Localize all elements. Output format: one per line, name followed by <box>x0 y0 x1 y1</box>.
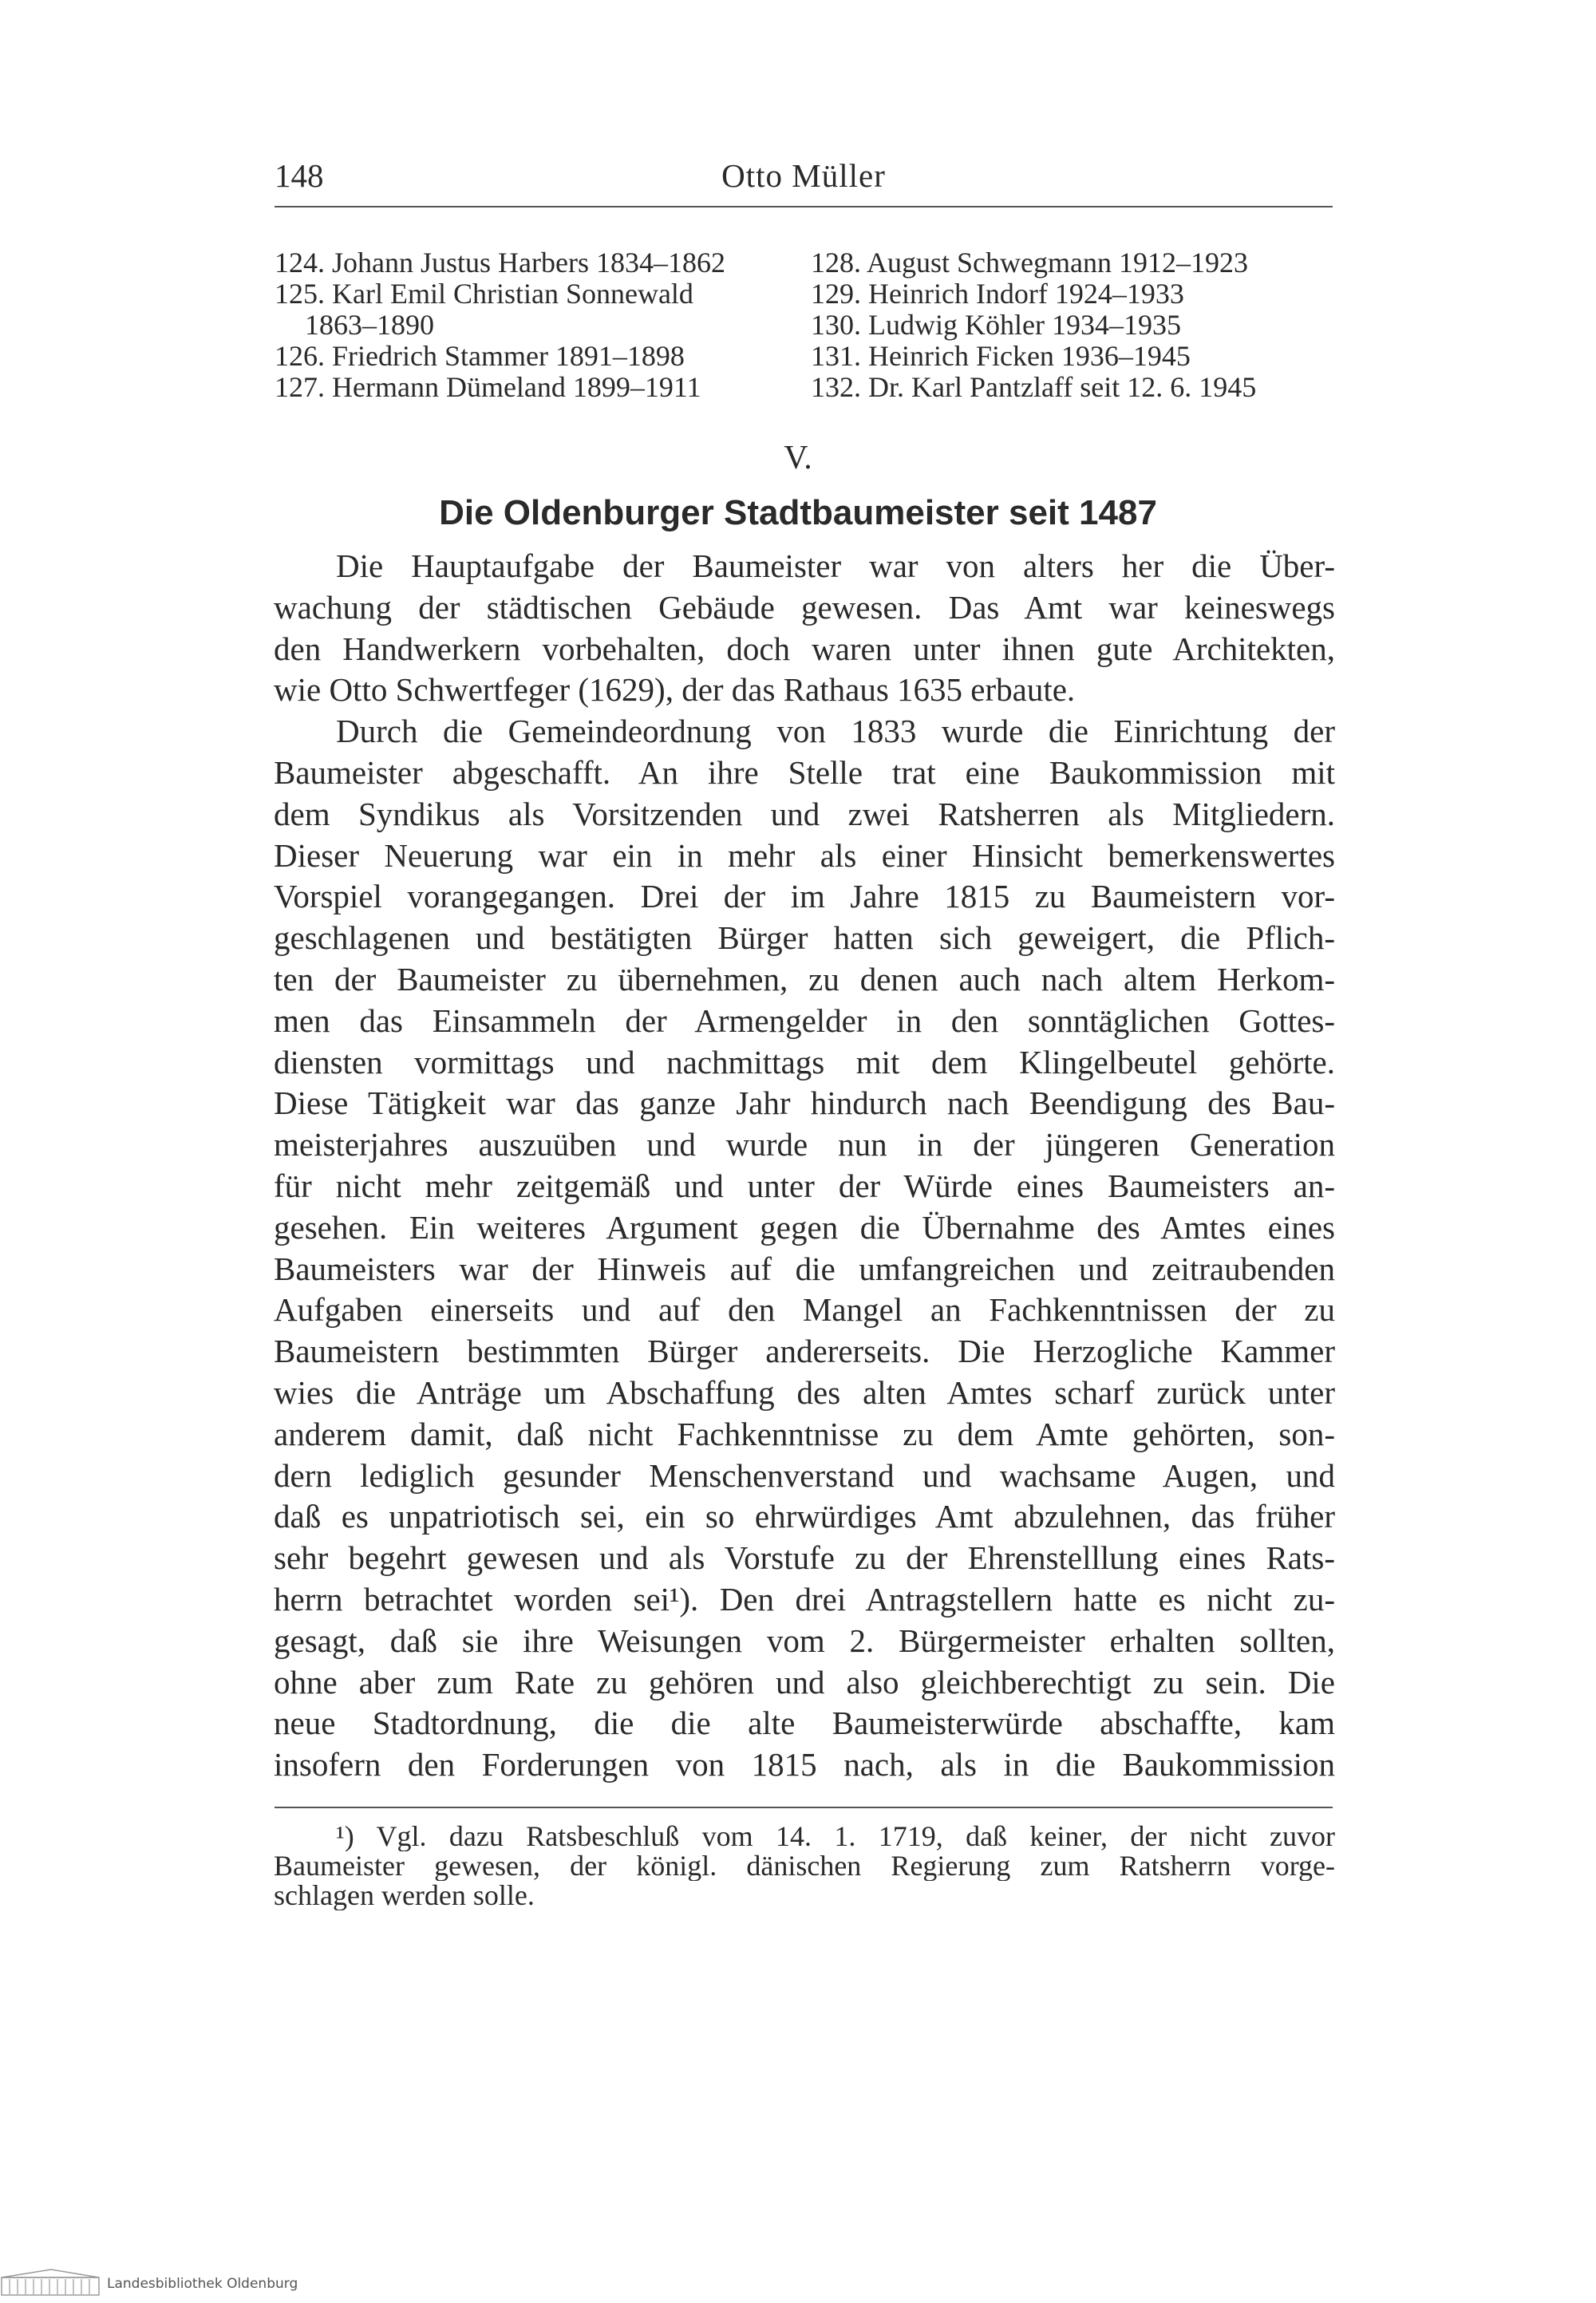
text-line: Aufgaben einerseits und auf den Mangel an Fachkenntnissen der zu <box>274 1291 1335 1329</box>
section-numeral: V. <box>784 440 812 476</box>
text-line: wie Otto Schwertfeger (1629), der das Rathaus 1635 erbaute. <box>274 671 1076 709</box>
text-line: wachung der städtischen Gebäude gewesen. Das Amt war keineswegs <box>274 588 1335 626</box>
text-line: sehr begehrt gewesen und als Vorstufe zu der Ehrenstelllung eines Rats- <box>274 1539 1335 1577</box>
footnote-line: schlagen werden solle. <box>274 1881 535 1910</box>
text-line: für nicht mehr zeitgemäß und unter der Würde eines Baumeisters an- <box>274 1167 1335 1204</box>
text-line: Baumeistern bestimmten Bürger andererseits. Die Herzogliche Kammer <box>274 1333 1335 1370</box>
text-line: ten der Baumeister zu übernehmen, zu denen auch nach altem Herkom- <box>274 960 1335 997</box>
text-line: diensten vormittags und nachmittags mit dem Klingelbeutel gehörte. <box>274 1043 1335 1080</box>
section-heading: Die Oldenburger Stadtbaumeister seit 1487 <box>439 493 1157 532</box>
text-line: neue Stadtordnung, die die alte Baumeisterwürde abschaffte, kam <box>274 1705 1335 1742</box>
text-line: Die Hauptaufgabe der Baumeister war von alters her die Über- <box>336 547 1335 584</box>
text-line: meisterjahres auszuüben und wurde nun in der jüngeren Generation <box>274 1126 1335 1163</box>
text-line: Baumeister abgeschafft. An ihre Stelle trat eine Baukommission mit <box>274 753 1335 791</box>
footnote-line: ¹) Vgl. dazu Ratsbeschluß vom 14. 1. 1719, daß keiner, der nicht zuvor <box>336 1822 1335 1851</box>
list-entry: 126. Friedrich Stammer 1891–1898 <box>275 340 685 372</box>
list-entry: 124. Johann Justus Harbers 1834–1862 <box>275 247 725 278</box>
text-line: wies die Anträge um Abschaffung des alten Amtes scharf zurück unter <box>274 1373 1335 1411</box>
text-line: dem Syndikus als Vorsitzenden und zwei Ratsherren als Mitgliedern. <box>274 795 1335 832</box>
text-line: Durch die Gemeindeordnung von 1833 wurde die Einrichtung der <box>336 713 1335 750</box>
text-line: gesagt, daß sie ihre Weisungen vom 2. Bürgermeister erhalten sollten, <box>274 1622 1335 1659</box>
list-column-left <box>275 247 801 403</box>
list-entry: 131. Heinrich Ficken 1936–1945 <box>811 340 1191 372</box>
text-line: men das Einsammeln der Armengelder in den sonntäglichen Gottes- <box>274 1001 1335 1039</box>
list-column-right <box>811 247 1337 403</box>
list-entry: 125. Karl Emil Christian Sonnewald <box>275 278 693 310</box>
text-line: gesehen. Ein weiteres Argument gegen die Übernahme des Amtes eines <box>274 1208 1335 1246</box>
footnote-rule <box>275 1807 1333 1808</box>
text-line: insofern den Forderungen von 1815 nach, als in die Baukommission <box>274 1746 1335 1784</box>
text-line: geschlagenen und bestätigten Bürger hatten sich geweigert, die Pflich- <box>274 919 1335 957</box>
list-entry: 129. Heinrich Indorf 1924–1933 <box>811 278 1184 310</box>
page-header <box>275 156 1333 198</box>
body-text <box>274 546 1335 1786</box>
list-entry: 127. Hermann Dümeland 1899–1911 <box>275 371 701 403</box>
text-line: anderem damit, daß nicht Fachkenntnisse zu dem Amte gehörten, son- <box>274 1415 1335 1452</box>
text-line: herrn betrachtet worden sei¹). Den drei Antragstellern hatte es nicht zu- <box>274 1580 1335 1618</box>
page-number: 148 <box>275 157 324 194</box>
text-line: ohne aber zum Rate zu gehören und also gleichberechtigt zu sein. Die <box>274 1663 1335 1701</box>
list-entry: 1863–1890 <box>305 309 434 341</box>
text-line: Baumeisters war der Hinweis auf die umfangreichen und zeitraubenden <box>274 1250 1335 1287</box>
library-credit: Landesbibliothek Oldenburg <box>107 2276 298 2292</box>
list-entry: 132. Dr. Karl Pantzlaff seit 12. 6. 1945 <box>811 371 1257 403</box>
text-line: Dieser Neuerung war ein in mehr als einer Hinsicht bemerkenswertes <box>274 836 1335 874</box>
running-title: Otto Müller <box>721 157 886 194</box>
text-line: den Handwerkern vorbehalten, doch waren unter ihnen gute Architekten, <box>274 630 1335 667</box>
text-line: Diese Tätigkeit war das ganze Jahr hindurch nach Beendigung des Bau- <box>274 1084 1335 1122</box>
list-entry: 130. Ludwig Köhler 1934–1935 <box>811 309 1181 341</box>
library-building-icon <box>0 2268 102 2297</box>
footnote <box>274 1822 1335 1910</box>
text-line: dern lediglich gesunder Menschenverstand und wachsame Augen, und <box>274 1456 1335 1494</box>
text-line: daß es unpatriotisch sei, ein so ehrwürdiges Amt abzulehnen, das früher <box>274 1498 1335 1535</box>
text-line: Vorspiel vorangegangen. Drei der im Jahre 1815 zu Baumeistern vor- <box>274 878 1335 915</box>
header-rule <box>275 206 1333 207</box>
list-entry: 128. August Schwegmann 1912–1923 <box>811 247 1248 278</box>
footnote-line: Baumeister gewesen, der königl. dänischen Regierung zum Ratsherrn vorge- <box>274 1851 1335 1881</box>
